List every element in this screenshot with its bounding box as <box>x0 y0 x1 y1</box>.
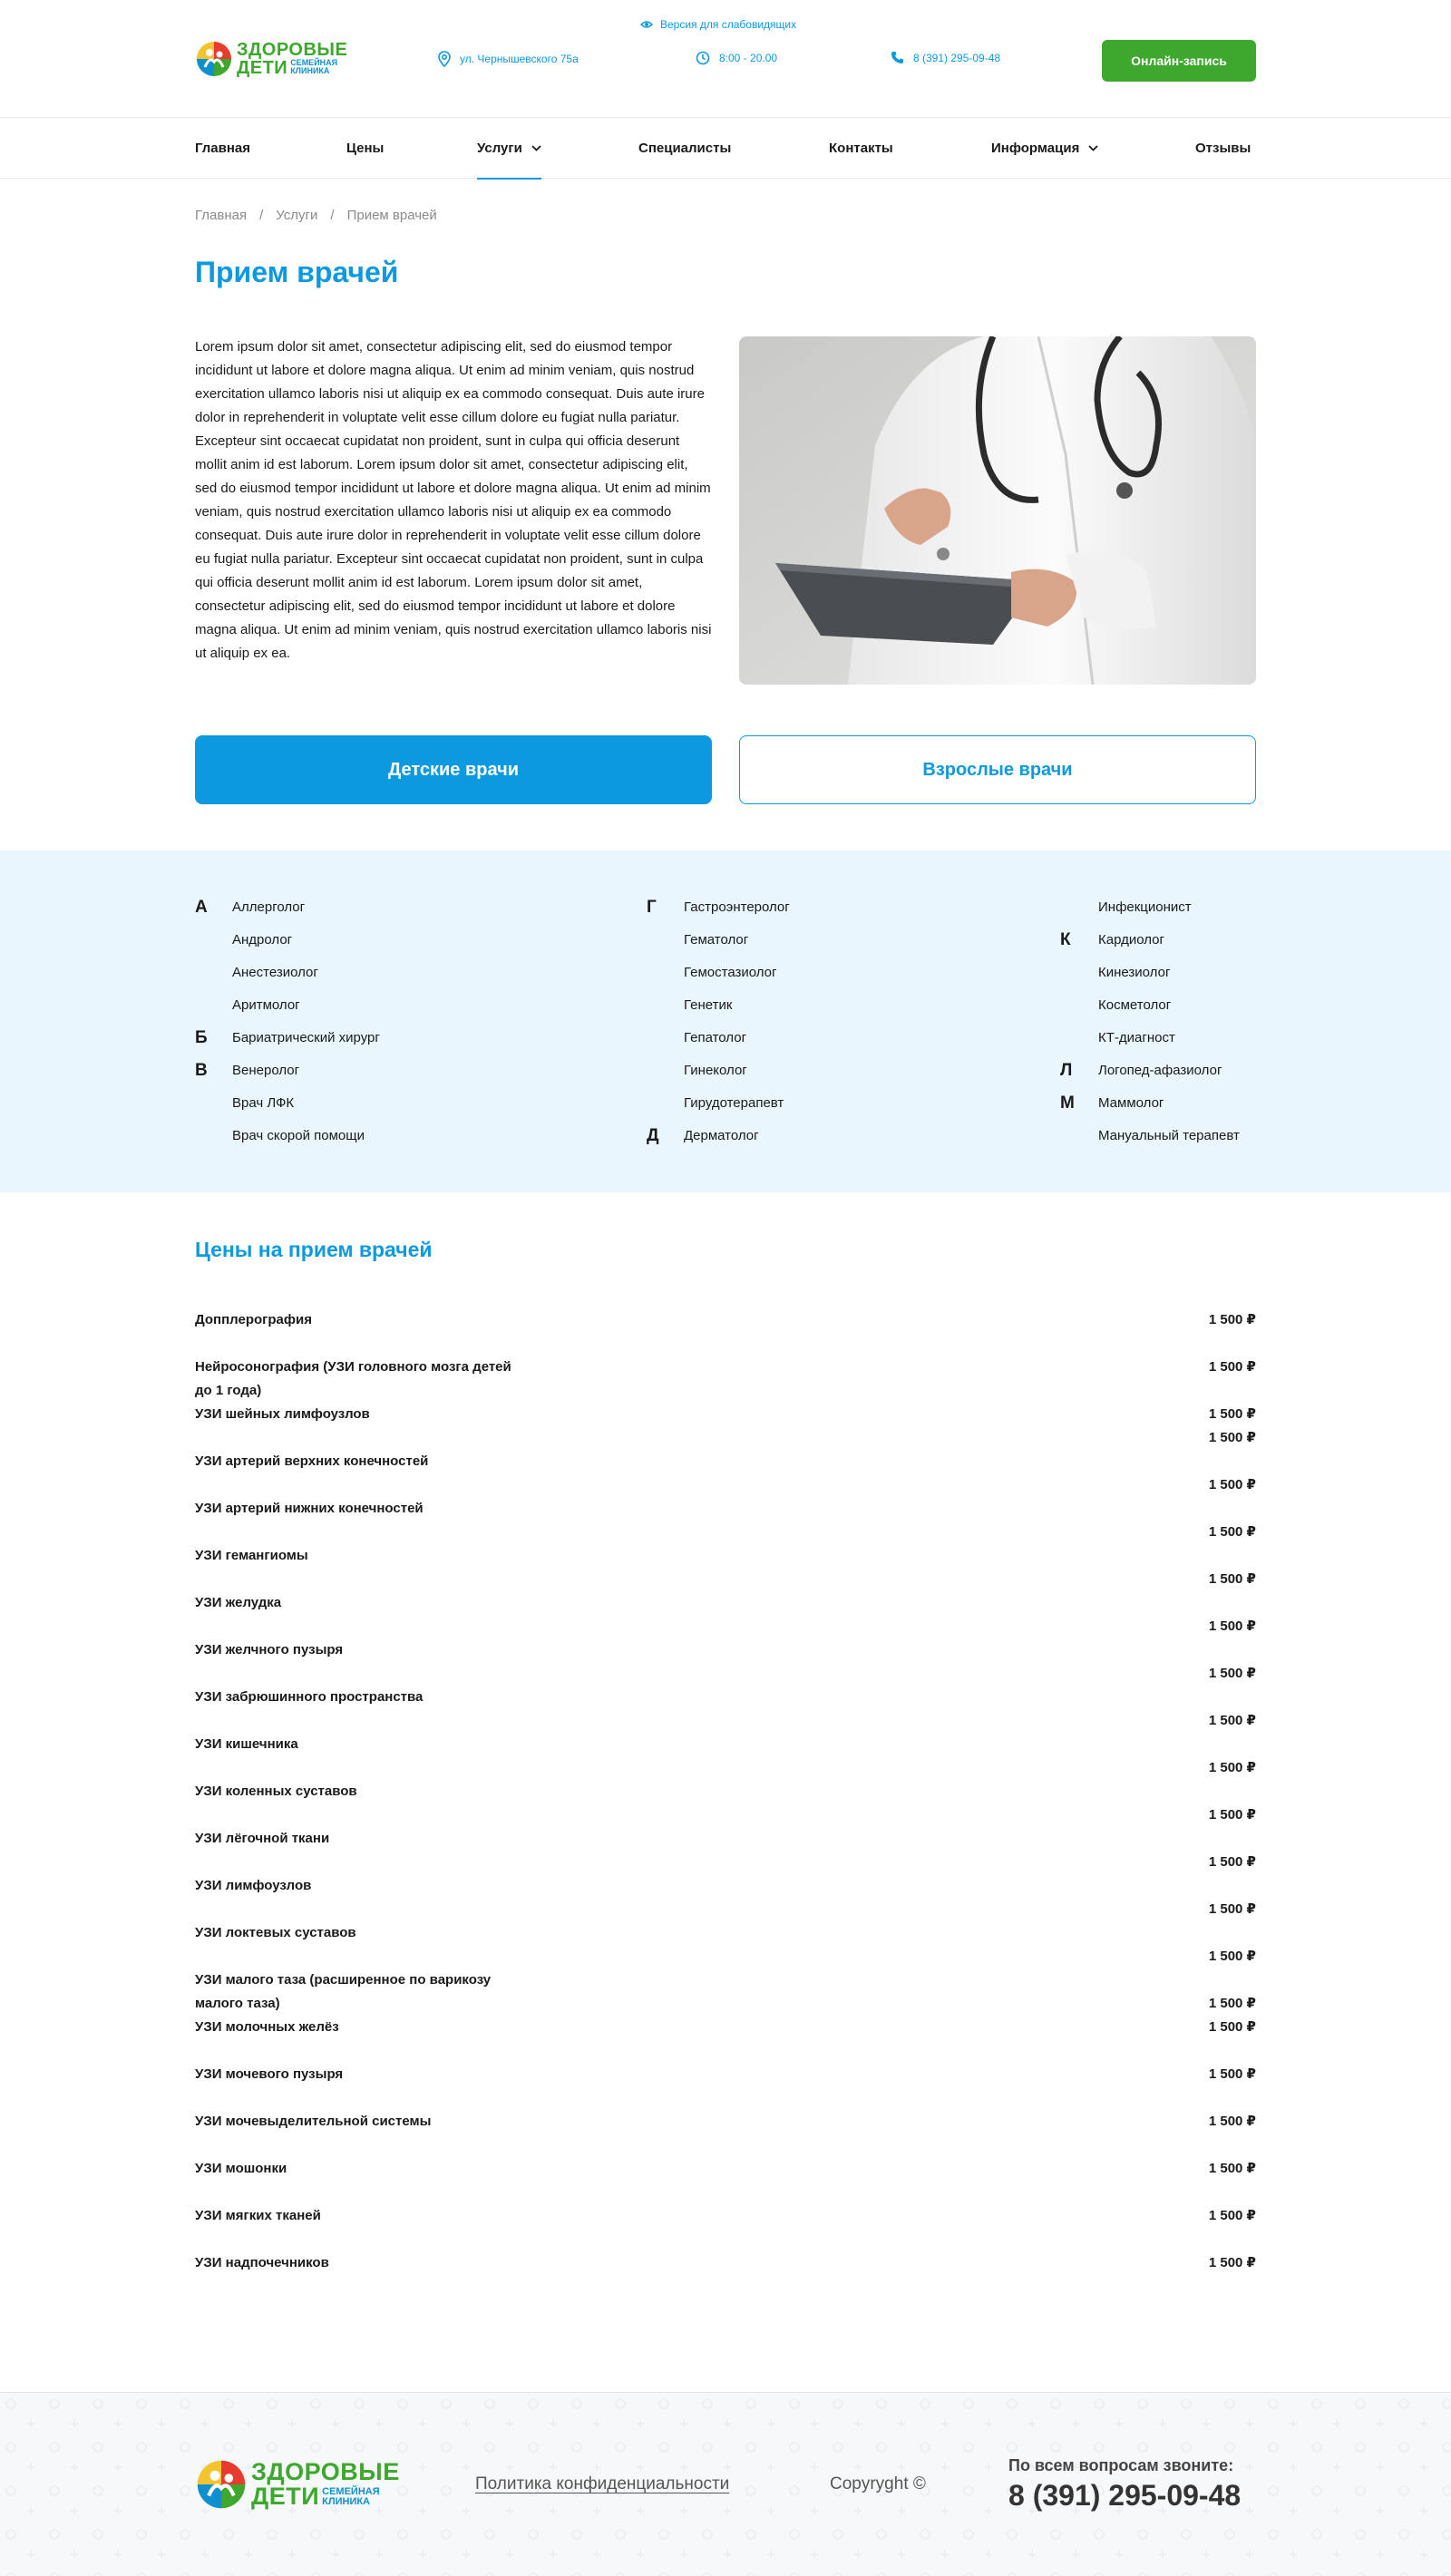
list-item[interactable] <box>195 1061 576 1094</box>
breadcrumb-separator: / <box>330 208 335 223</box>
adult-doctors-button[interactable]: Взрослые врачи <box>739 735 1256 804</box>
price-row <box>195 2157 1256 2204</box>
price-row <box>195 1686 1256 1733</box>
logo-line1: ЗДОРОВЫЕ <box>237 40 348 60</box>
hours-text: 8:00 - 20.00 <box>719 52 778 64</box>
low-vision-label: Версия для слабовидящих <box>660 18 797 31</box>
price-row <box>195 2016 1256 2063</box>
price-row <box>195 1591 1256 1638</box>
price-value: 1 500 ₽ <box>1208 2019 1256 2035</box>
price-value: 1 500 ₽ <box>1208 1430 1256 1445</box>
site-footer <box>0 2392 1451 2576</box>
list-item[interactable] <box>1060 1094 1260 1126</box>
price-value: 1 500 ₽ <box>1208 1359 1256 1375</box>
price-row <box>195 1733 1256 1780</box>
chevron-down-icon <box>531 145 541 151</box>
specialist-link[interactable]: Аритмолог <box>232 997 300 1013</box>
price-name: УЗИ желудка <box>195 1595 282 1610</box>
logo-sub2: КЛИНИКА <box>290 66 330 75</box>
nav-item-specialists[interactable] <box>638 118 731 179</box>
price-name: УЗИ артерий верхних конечностей <box>195 1453 429 1469</box>
breadcrumb-home[interactable]: Главная <box>195 208 248 223</box>
list-item[interactable] <box>195 1126 576 1159</box>
header-address <box>438 51 579 67</box>
specialist-link[interactable]: Гирудотерапевт <box>684 1095 784 1111</box>
price-value: 1 500 ₽ <box>1208 1406 1256 1422</box>
header-phone[interactable] <box>891 51 1000 64</box>
price-name: УЗИ лимфоузлов <box>195 1878 312 1893</box>
site-header <box>0 0 1451 118</box>
logo-mark-icon <box>195 40 233 78</box>
list-item[interactable] <box>195 930 576 963</box>
index-letter: Г <box>647 898 657 917</box>
list-item[interactable] <box>195 1094 576 1126</box>
logo-text <box>237 41 347 77</box>
price-value: 1 500 ₽ <box>1208 1996 1256 2011</box>
location-pin-icon <box>438 51 451 67</box>
price-name: УЗИ мочевого пузыря <box>195 2066 344 2082</box>
price-row <box>195 1403 1256 1450</box>
price-name: УЗИ малого таза (расширенное по варикозу малого таза) <box>195 1972 492 2011</box>
online-booking-button[interactable]: Онлайн-запись <box>1102 40 1256 82</box>
doctor-illustration <box>739 336 1256 685</box>
price-row <box>195 2110 1256 2157</box>
list-item[interactable] <box>1060 898 1260 930</box>
index-letter: Б <box>195 1028 208 1047</box>
specialist-link[interactable]: Кардиолог <box>1098 932 1164 948</box>
price-value: 1 500 ₽ <box>1208 2066 1256 2082</box>
low-vision-link[interactable] <box>640 18 796 31</box>
price-row <box>195 1308 1256 1356</box>
price-name: УЗИ коленных суставов <box>195 1784 357 1799</box>
price-row <box>195 1497 1256 1544</box>
nav-label: Главная <box>195 141 251 156</box>
specialists-index <box>0 851 1451 1192</box>
list-item[interactable] <box>1060 963 1260 996</box>
contact-label: По всем вопросам звоните: <box>1008 2456 1234 2474</box>
specialist-link[interactable]: Генетик <box>684 997 733 1013</box>
price-value: 1 500 ₽ <box>1208 2161 1256 2176</box>
breadcrumb <box>195 208 437 223</box>
specialist-link[interactable]: Маммолог <box>1098 1095 1164 1111</box>
specialist-link[interactable]: Аллерголог <box>232 899 306 915</box>
list-item[interactable] <box>195 963 576 996</box>
privacy-policy-link[interactable]: Политика конфиденциальности <box>475 2474 730 2493</box>
price-name: УЗИ кишечника <box>195 1736 298 1752</box>
price-value: 1 500 ₽ <box>1208 1524 1256 1540</box>
list-item[interactable] <box>647 963 1027 996</box>
logo-text <box>251 2460 400 2509</box>
price-list <box>195 1308 1256 2299</box>
price-value: 1 500 ₽ <box>1208 1619 1256 1634</box>
specialist-link[interactable]: Гастроэнтеролог <box>684 899 790 915</box>
price-name: УЗИ надпочечников <box>195 2255 329 2270</box>
index-letter: Д <box>647 1126 659 1145</box>
specialists-column-1 <box>195 898 576 1159</box>
price-row <box>195 1450 1256 1497</box>
nav-item-prices[interactable] <box>346 118 384 179</box>
list-item[interactable] <box>195 1028 576 1061</box>
specialist-link[interactable]: Кинезиолог <box>1098 965 1171 980</box>
list-item[interactable] <box>647 1028 1027 1061</box>
logo-line1: ЗДОРОВЫЕ <box>251 2458 400 2485</box>
list-item[interactable] <box>647 996 1027 1028</box>
nav-item-contacts[interactable] <box>829 118 893 179</box>
prices-title: Цены на прием врачей <box>195 1238 433 1261</box>
nav-label: Цены <box>346 141 385 156</box>
list-item[interactable] <box>1060 1061 1260 1094</box>
logo[interactable] <box>195 40 347 78</box>
nav-label: Услуги <box>477 141 522 156</box>
specialists-column-3 <box>1060 898 1260 1159</box>
price-name: УЗИ забрюшинного пространства <box>195 1689 424 1705</box>
logo-subtitle <box>322 2487 379 2509</box>
price-name: УЗИ гемангиомы <box>195 1548 308 1563</box>
footer-logo[interactable] <box>195 2458 400 2511</box>
specialist-link[interactable]: Гинеколог <box>684 1063 747 1078</box>
kids-doctors-button[interactable]: Детские врачи <box>195 735 712 804</box>
index-letter: Л <box>1060 1061 1073 1080</box>
specialist-link[interactable]: Гематолог <box>684 932 749 948</box>
price-name: УЗИ локтевых суставов <box>195 1925 356 1940</box>
list-item[interactable] <box>1060 1028 1260 1061</box>
chevron-down-icon <box>1088 145 1098 151</box>
price-value: 1 500 ₽ <box>1208 1854 1256 1870</box>
main-nav <box>0 118 1451 179</box>
price-value: 1 500 ₽ <box>1208 1666 1256 1681</box>
price-value: 1 500 ₽ <box>1208 1760 1256 1775</box>
nav-label: Отзывы <box>1195 141 1251 156</box>
intro-text: Lorem ipsum dolor sit amet, consectetur adipiscing elit, sed do eiusmod tempor incididunt ut labore et dolore magna aliqua. Ut enim ad minim veniam, quis nostrud exercitation ullamco laboris nisi ut aliquip ex ea commodo consequat. Duis aute irure dolor in reprehenderit in voluptate velit esse cillum dolore eu fugiat nulla pariatur. Excepteur sint occaecat cupidatat non proident, sunt in culpa qui officia deserunt mollit anim id est laborum. Lorem ipsum dolor sit amet, consectetur adipiscing elit, sed do eiusmod tempor incididunt ut labore et dolore magna aliqua. Ut enim ad minim veniam, quis nostrud exercitation ullamco laboris nisi ut aliquip ex ea commodo consequat. Duis aute irure dolor in reprehenderit in voluptate velit esse cillum dolore eu fugiat nulla pariatur. Excepteur sint occaecat cupidatat non proident, sunt in culpa qui officia deserunt mollit anim id est laborum. Lorem ipsum dolor sit amet, consectetur adipiscing elit, sed do eiusmod tempor incididunt ut labore et dolore magna aliqua. Ut enim ad minim veniam, quis nostrud exercitation ullamco laboris nisi ut aliquip ex ea. <box>195 339 712 661</box>
list-item[interactable] <box>647 898 1027 930</box>
footer-phone[interactable]: 8 (391) 295-09-48 <box>1008 2479 1242 2512</box>
logo-sub1: СЕМЕЙНАЯ <box>290 58 338 67</box>
price-name: УЗИ желчного пузыря <box>195 1642 344 1657</box>
specialist-link[interactable]: КТ-диагност <box>1098 1030 1175 1045</box>
list-item[interactable] <box>1060 996 1260 1028</box>
price-name: УЗИ мошонки <box>195 2161 287 2176</box>
logo-mark-icon <box>195 2458 248 2511</box>
index-letter: В <box>195 1061 208 1080</box>
price-row <box>195 1780 1256 1827</box>
price-row <box>195 2251 1256 2299</box>
price-row <box>195 2063 1256 2110</box>
specialist-link[interactable]: Гемостазиолог <box>684 965 777 980</box>
index-letter: К <box>1060 930 1071 949</box>
breadcrumb-services[interactable]: Услуги <box>276 208 318 223</box>
price-row <box>195 1638 1256 1686</box>
price-name: УЗИ мочевыделительной системы <box>195 2114 432 2129</box>
price-name: УЗИ молочных желёз <box>195 2019 339 2035</box>
logo-sub2: КЛИНИКА <box>322 2496 371 2507</box>
list-item[interactable] <box>195 996 576 1028</box>
list-item[interactable] <box>1060 930 1260 963</box>
logo-subtitle <box>290 59 337 77</box>
copyright-text: Copyryght © <box>830 2474 926 2493</box>
nav-label: Контакты <box>829 141 893 156</box>
specialist-link[interactable]: Гепатолог <box>684 1030 747 1045</box>
nav-label: Специалисты <box>638 141 732 156</box>
price-row <box>195 1874 1256 1921</box>
specialist-link[interactable]: Врач ЛФК <box>232 1095 295 1111</box>
price-name: УЗИ шейных лимфоузлов <box>195 1406 370 1422</box>
eye-icon <box>640 20 653 29</box>
price-value: 1 500 ₽ <box>1208 1949 1256 1964</box>
list-item[interactable] <box>195 898 576 930</box>
phone-icon <box>891 51 904 64</box>
list-item[interactable] <box>647 1126 1027 1159</box>
footer-contact <box>1008 2456 1241 2513</box>
index-letter: М <box>1060 1094 1075 1113</box>
specialist-link[interactable]: Косметолог <box>1098 997 1172 1013</box>
price-name: Допплерография <box>195 1312 313 1327</box>
specialist-link[interactable]: Мануальный терапевт <box>1098 1128 1240 1143</box>
logo-line2: ДЕТИ <box>237 58 288 78</box>
price-value: 1 500 ₽ <box>1208 1312 1256 1327</box>
specialist-link[interactable]: Дерматолог <box>684 1128 759 1143</box>
header-hours <box>696 51 777 65</box>
price-value: 1 500 ₽ <box>1208 1477 1256 1492</box>
price-row <box>195 2204 1256 2251</box>
price-name: УЗИ артерий нижних конечностей <box>195 1501 424 1516</box>
specialist-link[interactable]: Андролог <box>232 932 293 948</box>
address-text: ул. Чернышевского 75а <box>460 53 579 65</box>
logo-line2: ДЕТИ <box>251 2483 320 2510</box>
breadcrumb-current: Прием врачей <box>346 208 437 223</box>
clock-icon <box>696 51 710 65</box>
specialist-link[interactable]: Бариатрический хирург <box>232 1030 380 1045</box>
nav-label: Информация <box>991 141 1080 156</box>
specialist-link[interactable]: Инфекционист <box>1098 899 1192 915</box>
list-item[interactable] <box>1060 1126 1260 1159</box>
price-row <box>195 1968 1256 2016</box>
specialist-link[interactable]: Логопед-афазиолог <box>1098 1063 1222 1078</box>
phone-text: 8 (391) 295-09-48 <box>913 51 1001 64</box>
price-name: УЗИ лёгочной ткани <box>195 1831 330 1846</box>
list-item[interactable] <box>647 930 1027 963</box>
list-item[interactable] <box>647 1094 1027 1126</box>
specialist-link[interactable]: Врач скорой помощи <box>232 1128 365 1143</box>
nav-item-information[interactable] <box>991 118 1098 179</box>
breadcrumb-separator: / <box>259 208 264 223</box>
price-value: 1 500 ₽ <box>1208 1901 1256 1917</box>
price-value: 1 500 ₽ <box>1208 1807 1256 1823</box>
list-item[interactable] <box>647 1061 1027 1094</box>
nav-item-reviews[interactable] <box>1195 118 1251 179</box>
logo-sub1: СЕМЕЙНАЯ <box>322 2486 380 2497</box>
price-name: УЗИ мягких тканей <box>195 2208 321 2223</box>
price-value: 1 500 ₽ <box>1208 2114 1256 2129</box>
price-row <box>195 1921 1256 1968</box>
page-title: Прием врачей <box>195 256 399 288</box>
nav-item-services[interactable] <box>477 118 541 179</box>
specialists-column-2 <box>647 898 1027 1159</box>
specialist-link[interactable]: Анестезиолог <box>232 965 318 980</box>
price-value: 1 500 ₽ <box>1208 2208 1256 2223</box>
price-name: Нейросонография (УЗИ головного мозга детей до 1 года) <box>195 1359 511 1398</box>
price-value: 1 500 ₽ <box>1208 2255 1256 2270</box>
specialist-link[interactable]: Венеролог <box>232 1063 300 1078</box>
price-row <box>195 1544 1256 1591</box>
doctor-photo <box>739 336 1256 685</box>
price-value: 1 500 ₽ <box>1208 1571 1256 1587</box>
index-letter: А <box>195 898 208 917</box>
price-value: 1 500 ₽ <box>1208 1713 1256 1728</box>
price-row <box>195 1827 1256 1874</box>
nav-item-home[interactable] <box>195 118 250 179</box>
